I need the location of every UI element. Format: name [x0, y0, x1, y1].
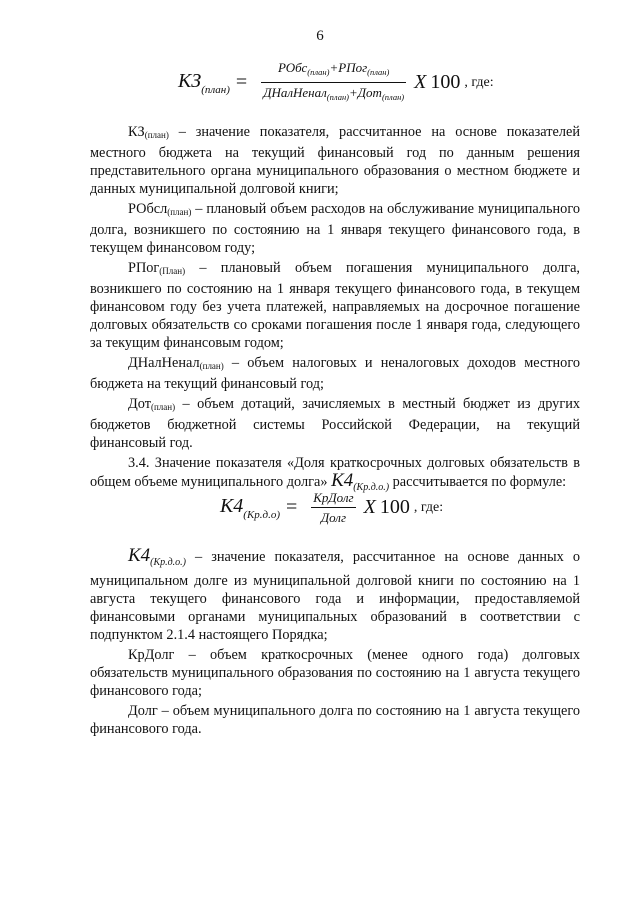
formula-k4-tail: , где: [413, 499, 444, 515]
fraction-bar [261, 82, 406, 83]
definition-dolg: Долг – объем муниципального долга по состоянию на 1 августа текущего финансового года. [90, 703, 580, 737]
formula-kz-numerator: РОбс$_{(план)}$+РПог$_{(план)}$ [277, 60, 390, 77]
definition-k4: $К4_{(Кр.д.о.)}$ – значение показателя, рассчитанное на основе данных о муниципальном долге из муниципальной долговой книги по состоянию на 1 августа текущего финансового года и информации, предоставляемой финансовыми органами муниципальных образований в соответствии с подпунктом 2.1.4 настоящего Порядка; [90, 545, 580, 643]
definition-krdolg: КрДолг – объем краткосрочных (менее одного года) долговых обязательств муниципального образования по состоянию на 1 августа текущего финансового года; [90, 647, 580, 699]
formula-kz-multiply: X [414, 71, 427, 93]
section-3-4: 3.4. Значение показателя «Доля краткосрочных долговых обязательств в общем объеме муниципального долга» $К4_{(Кр.д.о.)}$ рассчитывается по формуле: [90, 455, 580, 493]
formula-k4-fraction [311, 490, 355, 525]
formula-kz-tail: , где: [464, 74, 494, 90]
formula-k4-lhs: $К4_{(Кр.д.о)}$ [220, 494, 280, 521]
formula-kz-denominator: ДНалНенал$_{(план)}$+Дот$_{(план)}$ [263, 85, 405, 102]
formula-k4-hundred: 100 [379, 496, 410, 518]
definition-kz: $КЗ_{(план)}$ – значение показателя, рассчитанное на основе показателей местного бюджета на текущий финансовый год по данным решения представительного органа муниципального образования о местном бюджете и данных муниципальной долговой книги; [90, 124, 580, 197]
definitions-k4 [90, 547, 580, 740]
definition-rpog: РПог$_{(План)}$ – плановый объем погашения муниципального долга, возникшего по состоянию на 1 января текущего финансового года, в текущем финансовом году без учета платежей, направляемых на досрочное погашение долговых обязательств со сроками погашения после 1 января года, следующего за текущим финансовым годом; [90, 260, 580, 351]
definition-dot: Дот$_{(план)}$ – объем дотаций, зачисляемых в местный бюджет из других бюджетов бюджетной системы Российской Федерации, на текущий финансовый год. [90, 396, 580, 451]
definition-robs: РОбсл$_{(план)}$ – плановый объем расходов на обслуживание муниципального долга, возникшего по состоянию на 1 января текущего финансового года, в текущем финансовом году; [90, 201, 580, 256]
formula-kz [178, 60, 494, 105]
formula-kz-lhs: $КЗ_{(план)}$ [178, 69, 230, 96]
formula-kz-hundred: 100 [430, 71, 461, 93]
formula-k4-equals: = [285, 496, 298, 518]
formula-kz-fraction [261, 60, 406, 105]
fraction-bar [311, 507, 355, 508]
definition-dnal: ДНалНенал$_{(план)}$ – объем налоговых и неналоговых доходов местного бюджета на текущий финансовый год; [90, 355, 580, 392]
formula-k4-numerator: КрДолг [313, 490, 354, 505]
definitions-kz [90, 123, 580, 499]
formula-k4 [220, 490, 443, 525]
formula-k4-multiply: X [363, 496, 376, 518]
section-k4: $К4_{(Кр.д.о.)}$ [331, 470, 390, 493]
formula-kz-equals: = [235, 71, 248, 93]
page-number: 6 [316, 28, 324, 44]
formula-k4-denominator: Долг [320, 510, 347, 525]
definition-k4-term: $К4_{(Кр.д.о.)}$ [128, 545, 186, 568]
